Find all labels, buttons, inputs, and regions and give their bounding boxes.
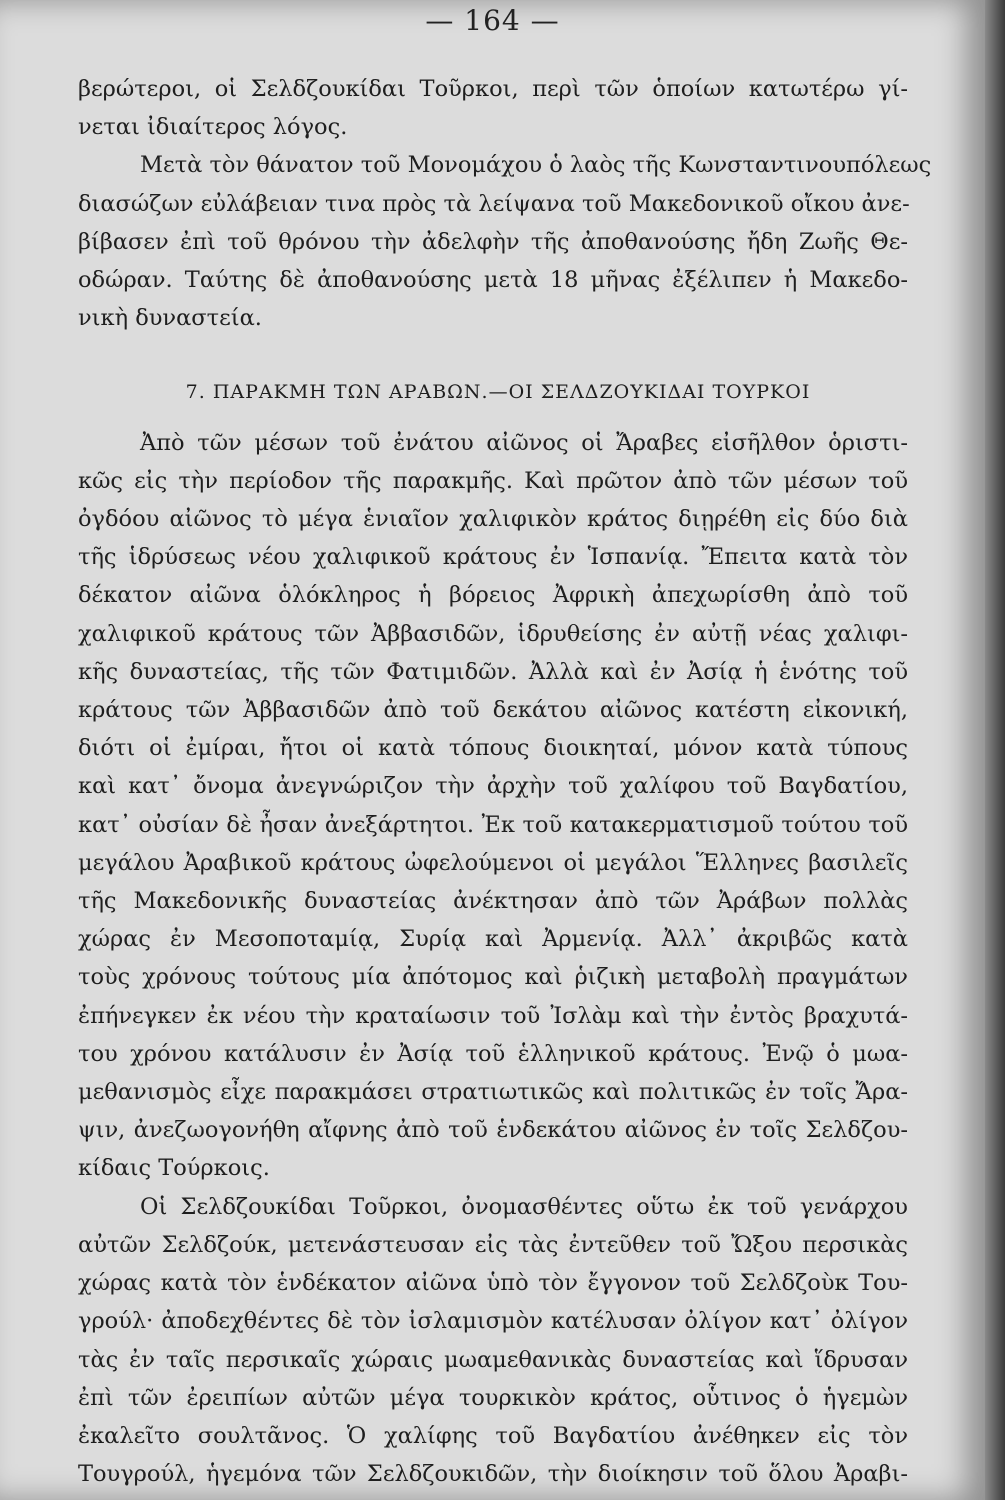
text-line: ὀγδόου αἰῶνος τὸ μέγα ἑνιαῖον χαλιφικὸν κράτος διῃρέθη εἰς δύο διὰ	[78, 506, 908, 533]
text-line: τῆς Μακεδονικῆς δυναστείας ἀνέκτησαν ἀπὸ τῶν Ἀράβων πολλὰς	[78, 888, 908, 915]
text-line: μεθανισμὸς εἶχε παρακμάσει στρατιωτικῶς καὶ πολιτικῶς ἐν τοῖς Ἄρα-	[78, 1079, 908, 1106]
text-line: οδώραν. Ταύτης δὲ ἀποθανούσης μετὰ 18 μῆνας ἐξέλιπεν ἡ Μακεδο-	[78, 267, 908, 294]
text-line: Οἱ Σελδζουκίδαι Τοῦρκοι, ὀνομασθέντες οὕτω ἐκ τοῦ γενάρχου	[140, 1193, 908, 1220]
text-line: του χρόνου κατάλυσιν ἐν Ἀσίᾳ τοῦ ἑλληνικοῦ κράτους. Ἐνῷ ὁ μωα-	[78, 1040, 908, 1067]
text-line: Ἀπὸ τῶν μέσων τοῦ ἐνάτου αἰῶνος οἱ Ἄραβες εἰσῆλθον ὁριστι-	[140, 429, 908, 456]
text-line: μεγάλου Ἀραβικοῦ κράτους ὠφελούμενοι οἱ μεγάλοι Ἕλληνες βασιλεῖς	[78, 849, 908, 876]
text-line: βίβασεν ἐπὶ τοῦ θρόνου τὴν ἀδελφὴν τῆς ἀποθανούσης ἤδη Ζωῆς Θε-	[78, 228, 908, 255]
text-line: διότι οἱ ἐμίραι, ἤτοι οἱ κατὰ τόπους διοικηταί, μόνον κατὰ τύπους	[78, 735, 908, 762]
text-line: ἐπήνεγκεν ἐκ νέου τὴν κραταίωσιν τοῦ Ἰσλὰμ καὶ τὴν ἐντὸς βραχυτά-	[78, 1002, 908, 1029]
text-line: διασώζων εὐλάβειαν τινα πρὸς τὰ λείψανα τοῦ Μακεδονικοῦ οἴκου ἀνε-	[78, 190, 910, 217]
paragraph	[78, 70, 908, 146]
text-line: χώρας ἐν Μεσοποταμίᾳ, Συρίᾳ καὶ Ἀρμενίᾳ. Ἀλλ᾽ ἀκριβῶς κατὰ	[78, 926, 908, 953]
text-line: γρούλ· ἀποδεχθέντες δὲ τὸν ἰσλαμισμὸν κατέλυσαν ὀλίγον κατ᾽ ὀλίγον	[78, 1308, 908, 1335]
text-line: κῶς εἰς τὴν περίοδον τῆς παρακμῆς. Καὶ πρῶτον ἀπὸ τῶν μέσων τοῦ	[78, 467, 908, 494]
text-line: χαλιφικοῦ κράτους τῶν Ἀββασιδῶν, ἱδρυθείσης ἐν αὐτῇ νέας χαλιφι-	[78, 620, 908, 647]
text-line: κίδαις Τούρκοις.	[78, 1155, 270, 1182]
text-line: κράτους τῶν Ἀββασιδῶν ἀπὸ τοῦ δεκάτου αἰῶνος κατέστη εἰκονική,	[78, 697, 908, 724]
body-text	[78, 70, 932, 1493]
section-heading: 7. ΠΑΡΑΚΜΗ ΤΩΝ ΑΡΑΒΩΝ.—ΟΙ ΣΕΛΔΖΟΥΚΙΔΑΙ ΤΟΥΡΚΟΙ	[185, 381, 811, 404]
text-line: δέκατον αἰῶνα ὁλόκληρος ἡ βόρειος Ἀφρικὴ ἀπεχωρίσθη ἀπὸ τοῦ	[78, 582, 908, 609]
text-line: χώρας κατὰ τὸν ἑνδέκατον αἰῶνα ὑπὸ τὸν ἔγγονον τοῦ Σελδζοὺκ Του-	[78, 1270, 908, 1297]
text-line: τοὺς χρόνους τούτους μία ἀπότομος καὶ ῥιζικὴ μεταβολὴ πραγμάτων	[78, 964, 908, 991]
text-line: νεται ἰδιαίτερος λόγος.	[78, 114, 348, 141]
text-line: κῆς δυναστείας, τῆς τῶν Φατιμιδῶν. Ἀλλὰ καὶ ἐν Ἀσίᾳ ἡ ἑνότης τοῦ	[78, 658, 908, 685]
text-line: κατ᾽ οὐσίαν δὲ ἦσαν ἀνεξάρτητοι. Ἐκ τοῦ κατακερματισμοῦ τούτου τοῦ	[78, 811, 908, 838]
paragraph	[78, 424, 908, 1188]
text-line: καὶ κατ᾽ ὄνομα ἀνεγνώριζον τὴν ἀρχὴν τοῦ χαλίφου τοῦ Βαγδατίου,	[78, 773, 908, 800]
paragraph	[78, 1188, 908, 1494]
text-line: αὐτῶν Σελδζούκ, μετενάστευσαν εἰς τὰς ἐντεῦθεν τοῦ Ὤξου περσικὰς	[78, 1231, 908, 1258]
text-line: νικὴ δυναστεία.	[78, 305, 262, 332]
text-line: Τουγρούλ, ἡγεμόνα τῶν Σελδζουκιδῶν, τὴν διοίκησιν τοῦ ὅλου Ἀραβι-	[78, 1461, 908, 1488]
text-line: βερώτεροι, οἱ Σελδζουκίδαι Τοῦρκοι, περὶ τῶν ὁποίων κατωτέρω γί-	[78, 76, 908, 102]
page-number: — 164 —	[425, 4, 560, 37]
text-line: τὰς ἐν ταῖς περσικαῖς χώραις μωαμεθανικὰς δυναστείας καὶ ἵδρυσαν	[78, 1346, 908, 1373]
book-page-edge	[985, 0, 1005, 1500]
paragraph	[78, 146, 932, 337]
text-line: Μετὰ τὸν θάνατον τοῦ Μονομάχου ὁ λαὸς τῆς Κωνσταντινουπόλεως	[140, 152, 932, 179]
text-line: τῆς ἱδρύσεως νέου χαλιφικοῦ κράτους ἐν Ἱσπανίᾳ. Ἔπειτα κατὰ τὸν	[78, 544, 908, 571]
text-line: ψιν, ἀνεζωογονήθη αἴφνης ἀπὸ τοῦ ἑνδεκάτου αἰῶνος ἐν τοῖς Σελδζου-	[78, 1117, 908, 1144]
text-line: ἐπὶ τῶν ἐρειπίων αὐτῶν μέγα τουρκικὸν κράτος, οὗτινος ὁ ἡγεμὼν	[78, 1384, 908, 1411]
text-line: ἐκαλεῖτο σουλτᾶνος. Ὁ χαλίφης τοῦ Βαγδατίου ἀνέθηκεν εἰς τὸν	[78, 1422, 908, 1449]
